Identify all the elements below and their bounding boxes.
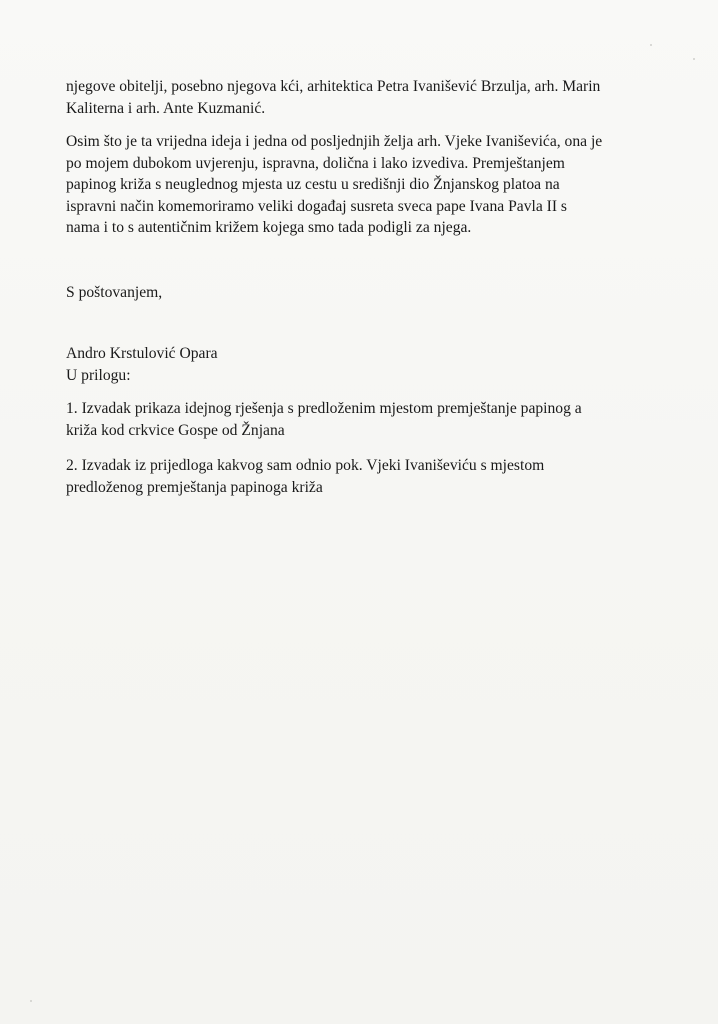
attachment-item xyxy=(66,398,656,441)
scan-speck xyxy=(693,58,695,60)
text-line: 2. Izvadak iz prijedloga kakvog sam odnio pok. Vjeki Ivaniševiću s mjestom xyxy=(66,457,545,474)
letter-body xyxy=(66,76,656,498)
text-line: 1. Izvadak prikaza idejnog rješenja s predloženim mjestom premještanje papinog a xyxy=(66,400,582,417)
text-line: Osim što je ta vrijedna ideja i jedna od posljednjih želja arh. Vjeke Ivaniševića, ona je xyxy=(66,133,603,150)
text-line: po mojem dubokom uvjerenju, ispravna, dolična i lako izvediva. Premještanjem xyxy=(66,154,565,172)
text-line: Kaliterna i arh. Ante Kuzmanić. xyxy=(66,99,266,117)
text-line: njegove obitelji, posebno njegova kći, arhitektica Petra Ivanišević Brzulja, arh. Marin xyxy=(66,78,601,95)
closing-greeting: S poštovanjem, xyxy=(66,283,163,301)
attachment-item xyxy=(66,455,656,498)
scan-speck xyxy=(650,44,652,46)
scan-speck xyxy=(30,1000,32,1002)
attachments-heading: U prilogu: xyxy=(66,366,131,384)
signature-name: Andro Krstulović Opara xyxy=(66,345,218,362)
text-line: predloženog premještanja papinoga križa xyxy=(66,478,323,496)
paragraph-2 xyxy=(66,131,656,239)
text-line: križa kod crkvice Gospe od Žnjana xyxy=(66,421,285,439)
text-line: papinog križa s neuglednog mjesta uz cestu u središnji dio Žnjanskog platoa na xyxy=(66,176,560,193)
attachments-section xyxy=(66,365,656,499)
paragraph-1 xyxy=(66,76,656,119)
text-line: nama i to s autentičnim križem kojega smo tada podigli za njega. xyxy=(66,219,472,236)
text-line: ispravni način komemoriramo veliki događaj susreta sveca pape Ivana Pavla II s xyxy=(66,197,567,215)
